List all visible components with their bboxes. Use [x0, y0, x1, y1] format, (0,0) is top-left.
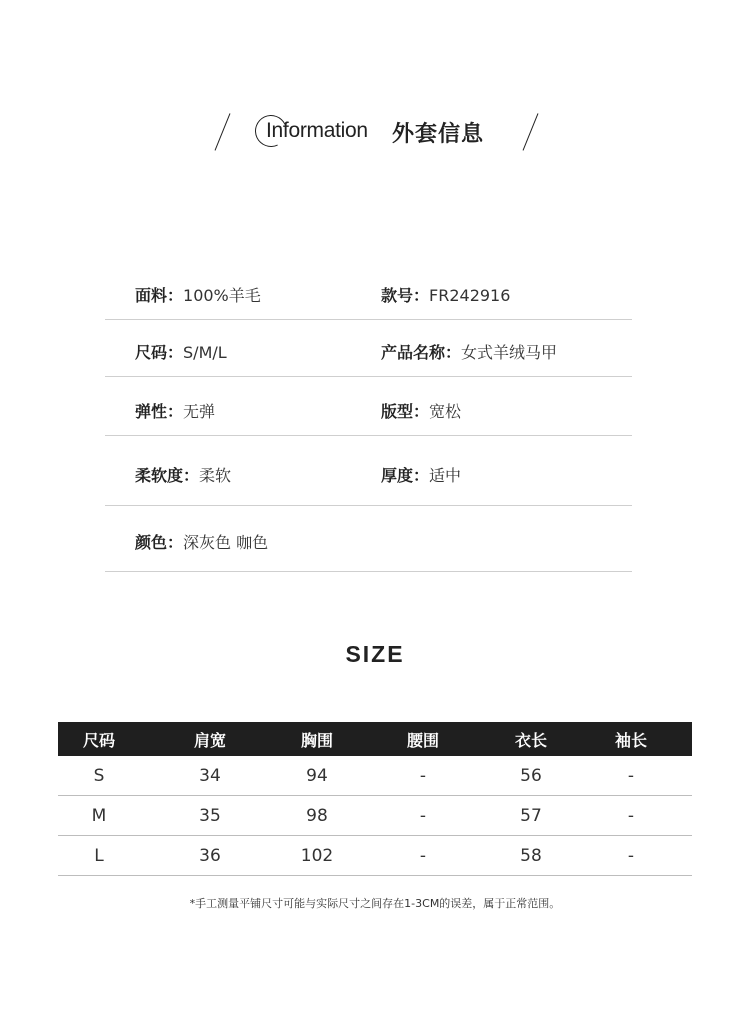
table-row — [58, 836, 692, 876]
spec-key: 款号： — [381, 286, 430, 305]
table-row — [58, 756, 692, 796]
spec-value: 柔软 — [199, 466, 232, 485]
spec-key: 面料： — [135, 286, 184, 305]
table-cell: S — [58, 756, 140, 796]
spec-row — [105, 506, 632, 572]
spec-elasticity — [135, 399, 215, 422]
size-header-cell: 胸围 — [280, 722, 354, 756]
table-cell: 34 — [140, 756, 280, 796]
table-cell: - — [570, 756, 692, 796]
spec-value: 宽松 — [429, 402, 462, 421]
spec-product-name — [381, 340, 557, 363]
table-cell: - — [354, 756, 492, 796]
spec-value: 无弹 — [183, 402, 216, 421]
table-cell: 35 — [140, 796, 280, 836]
spec-key: 柔软度： — [135, 466, 200, 485]
measurement-note: *手工测量平铺尺寸可能与实际尺寸之间存在1-3CM的误差，属于正常范围。 — [189, 897, 561, 910]
size-header-cell: 腰围 — [354, 722, 492, 756]
spec-key: 尺码： — [135, 343, 184, 362]
spec-value: 适中 — [429, 466, 462, 485]
spec-key: 颜色： — [135, 533, 184, 552]
spec-row — [105, 436, 632, 506]
spec-key: 版型： — [381, 402, 430, 421]
spec-color — [135, 530, 268, 553]
spec-key: 弹性： — [135, 402, 184, 421]
spec-value: 深灰色 咖色 — [183, 533, 269, 552]
spec-thickness — [381, 463, 461, 486]
table-cell: 36 — [140, 836, 280, 876]
size-header-cell: 尺码 — [58, 722, 140, 756]
info-title-block — [0, 110, 750, 156]
spec-softness — [135, 463, 231, 486]
size-section-title: SIZE — [345, 641, 405, 667]
spec-value: S/M/L — [183, 343, 227, 362]
table-cell: 56 — [492, 756, 570, 796]
right-slash-decoration — [523, 113, 539, 151]
spec-value: 100%羊毛 — [183, 286, 261, 305]
table-row — [58, 796, 692, 836]
table-cell: - — [354, 796, 492, 836]
spec-value: 女式羊绒马甲 — [461, 343, 558, 362]
info-chinese-title: 外套信息 — [392, 122, 485, 147]
left-slash-decoration — [215, 113, 231, 151]
table-cell: L — [58, 836, 140, 876]
size-table — [58, 722, 692, 876]
spec-table — [105, 264, 632, 572]
info-english-title: Information — [266, 119, 368, 142]
spec-row — [105, 320, 632, 377]
table-cell: - — [570, 796, 692, 836]
spec-row — [105, 264, 632, 320]
size-header-cell: 袖长 — [570, 722, 692, 756]
table-cell: 57 — [492, 796, 570, 836]
size-header-row — [58, 722, 692, 756]
table-cell: 102 — [280, 836, 354, 876]
table-cell: 94 — [280, 756, 354, 796]
size-header-cell: 肩宽 — [140, 722, 280, 756]
spec-value: FR242916 — [429, 286, 511, 305]
table-cell: 58 — [492, 836, 570, 876]
spec-fit — [381, 399, 461, 422]
spec-key: 厚度： — [381, 466, 430, 485]
table-cell: - — [354, 836, 492, 876]
table-cell: - — [570, 836, 692, 876]
table-cell: 98 — [280, 796, 354, 836]
spec-material — [135, 283, 261, 306]
spec-row — [105, 377, 632, 436]
spec-size — [135, 340, 227, 363]
spec-key: 产品名称： — [381, 343, 462, 362]
spec-style-number — [381, 283, 510, 306]
size-header-cell: 衣长 — [492, 722, 570, 756]
table-cell: M — [58, 796, 140, 836]
